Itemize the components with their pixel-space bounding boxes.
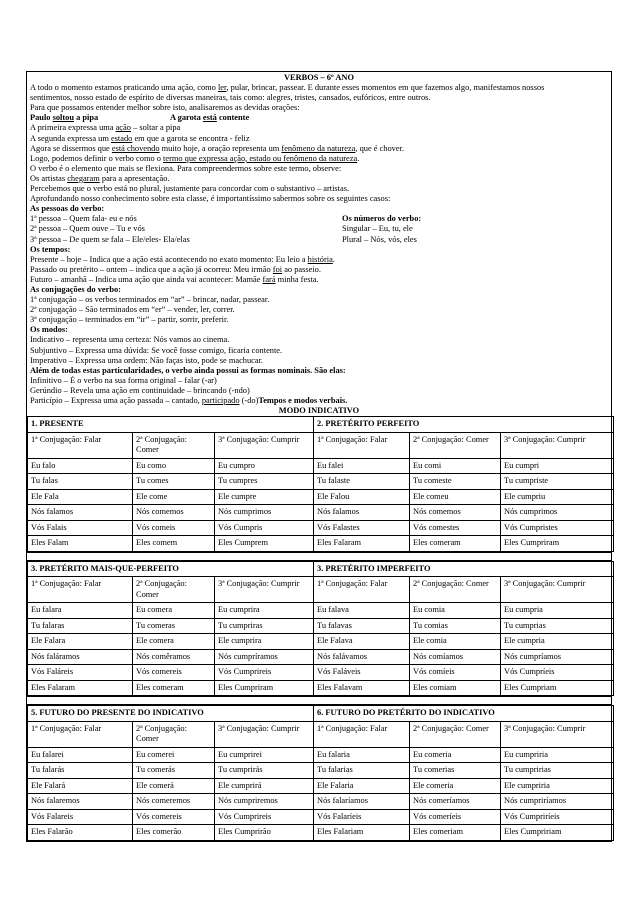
table-row (28, 778, 614, 794)
table-cell: Tu cumpririas (501, 763, 614, 779)
table-header: 3ª Conjugação: Cumprir (501, 432, 614, 458)
table-cell: Eu falara (28, 603, 133, 619)
table-cell: Nós comeremos (133, 794, 215, 810)
table-cell: Eu cumpria (501, 603, 614, 619)
intro-line: Agora se dissermos que está chovendo muito hoje, a oração representa um fenômeno da natureza, que é chover. (30, 143, 404, 153)
number-line: Plural – Nós, vós, eles (342, 234, 417, 244)
intro-line: A segunda expressa um estado em que a garota se encontra - feliz (30, 133, 250, 143)
table-row (28, 603, 614, 619)
table-cell: Eles Cumpriram (215, 680, 314, 696)
table-cell: Tu cumprias (501, 618, 614, 634)
table-cell: Vós comestes (410, 520, 501, 536)
table-cell: Vós Cumprireis (215, 809, 314, 825)
table-header: 1ª Conjugação: Falar (28, 432, 133, 458)
table-cell: Eles Cumpriram (501, 536, 614, 552)
table-header: 2ª Conjugação: Comer (133, 721, 215, 747)
table-cell: Nós comemos (410, 505, 501, 521)
table-cell: Eles Falavam (314, 680, 410, 696)
table-cell: Vós comeis (133, 520, 215, 536)
table-cell: Ele cumprira (215, 634, 314, 650)
table-cell: Ele cumpria (501, 634, 614, 650)
table-title-row (28, 706, 614, 722)
table-cell: Ele cumpriria (501, 778, 614, 794)
table-cell: Ele comerá (133, 778, 215, 794)
tense-line: Passado ou pretérito – ontem – indica que a ação já ocorreu: Meu irmão foi ao passeio. (30, 264, 321, 274)
table-cell: Ele come (133, 489, 215, 505)
table-cell: Tu falas (28, 474, 133, 490)
table-cell: Eles Cumpririam (501, 825, 614, 841)
table-cell: Eu como (133, 458, 215, 474)
table-cell: Eu falaria (314, 747, 410, 763)
table-cell: Tu falarias (314, 763, 410, 779)
section-heading: Os tempos: (30, 244, 71, 254)
table-cell: Ele Falava (314, 634, 410, 650)
section-heading: Além de todas estas particularidades, o verbo ainda possui as formas nominais. São elas: (30, 365, 346, 375)
intro-line: Percebemos que o verbo está no plural, justamente para concordar com o substantivo – artistas. (30, 184, 350, 194)
table-cell: Eles Falariam (314, 825, 410, 841)
form-line: Particípio – Expressa uma ação passada – cantado, participado (-do)Tempos e modos verbais. (30, 396, 348, 405)
table-cell: Ele cumprirá (215, 778, 314, 794)
table-cell: Nós faláramos (28, 649, 133, 665)
table-cell: Eles comeram (133, 680, 215, 696)
section-heading: Os números do verbo: (342, 214, 422, 224)
table-cell: Tu cumpriste (501, 474, 614, 490)
table-cell: Eles comem (133, 536, 215, 552)
conjugation-table (27, 561, 611, 697)
table-cell: Eles Cumpriam (501, 680, 614, 696)
table-cell: Ele Fala (28, 489, 133, 505)
table-cell: Vós Cumpristes (501, 520, 614, 536)
table-header: 3ª Conjugação: Cumprir (501, 577, 614, 603)
table-header: 2ª Conjugação: Comer (410, 721, 501, 747)
table-cell: Vós comereis (133, 809, 215, 825)
table-row (28, 474, 614, 490)
table-title: 6. FUTURO DO PRETÉRITO DO INDICATIVO (314, 706, 614, 722)
table-title: 5. FUTURO DO PRESENTE DO INDICATIVO (28, 706, 314, 722)
table-cell: Vós comíeis (410, 665, 501, 681)
table-cell: Tu cumpriras (215, 618, 314, 634)
table-cell: Vós comereis (133, 665, 215, 681)
table-cell: Nós falaremos (28, 794, 133, 810)
table-header: 3ª Conjugação: Cumprir (215, 432, 314, 458)
table-cell: Nós comíamos (410, 649, 501, 665)
table-cell: Tu falaste (314, 474, 410, 490)
table-cell: Eu cumpriria (501, 747, 614, 763)
table-cell: Nós cumpríramos (215, 649, 314, 665)
table-cell: Vós Falareis (28, 809, 133, 825)
table-cell: Eu cumpri (501, 458, 614, 474)
table-header: 2ª Conjugação: Comer (410, 432, 501, 458)
table-cell: Vós Falastes (314, 520, 410, 536)
table-row (28, 520, 614, 536)
table-cell: Eu comeria (410, 747, 501, 763)
table-header-row (28, 721, 614, 747)
table-cell: Vós Falaríeis (314, 809, 410, 825)
table-row (28, 825, 614, 841)
intro-line: Aprofundando nosso conhecimento sobre esta classe, é importantíssimo sabermos sobre os seguintes casos: (30, 194, 391, 204)
table-row (28, 458, 614, 474)
table-header: 3ª Conjugação: Cumprir (215, 721, 314, 747)
mode-line: Subjuntivo – Expressa uma dúvida: Se você fosse comigo, ficaria contente. (30, 345, 283, 355)
table-cell: Vós Faláveis (314, 665, 410, 681)
table-cell: Nós cumpríamos (501, 649, 614, 665)
persons-numbers (30, 204, 608, 244)
intro-line: O verbo é o elemento que mais se flexiona. Para compreendermos sobre este termo, observe: (30, 163, 342, 173)
table-cell: Tu cumpres (215, 474, 314, 490)
table-cell: Vós Faláreis (28, 665, 133, 681)
mode-line: Indicativo – representa uma certeza: Nós vamos ao cinema. (30, 335, 230, 345)
table-cell: Nós cumpriremos (215, 794, 314, 810)
table-header: 1ª Conjugação: Falar (314, 577, 410, 603)
table-row (28, 536, 614, 552)
table-gap (27, 696, 611, 705)
table-body (28, 603, 614, 696)
table-cell: Eu comia (410, 603, 501, 619)
table-body (28, 458, 614, 551)
table-cell: Eles comerão (133, 825, 215, 841)
table-cell: Tu falarás (28, 763, 133, 779)
conjugation-line: 1ª conjugação – os verbos terminados em “ar” – brincar, nadar, passear. (30, 295, 270, 305)
person-line: 3ª pessoa – De quem se fala – Ele/eles- Ela/elas (30, 234, 190, 244)
table-cell: Eu comi (410, 458, 501, 474)
table-header: 3ª Conjugação: Cumprir (215, 577, 314, 603)
table-cell: Tu cumprirás (215, 763, 314, 779)
table-cell: Tu comes (133, 474, 215, 490)
conjugation-line: 3ª conjugação – terminados em “ir” – partir, sorrir, preferir. (30, 315, 229, 325)
person-line: 1ª pessoa – Quem fala- eu e nós (30, 214, 137, 224)
table-cell: Vós Falais (28, 520, 133, 536)
table-row (28, 794, 614, 810)
table-cell: Ele Falou (314, 489, 410, 505)
table-cell: Ele cumpriu (501, 489, 614, 505)
table-cell: Nós cumpriríamos (501, 794, 614, 810)
table-cell: Nós comeríamos (410, 794, 501, 810)
table-cell: Ele cumpre (215, 489, 314, 505)
table-cell: Ele Falaria (314, 778, 410, 794)
table-cell: Vós Cumpriríeis (501, 809, 614, 825)
table-row (28, 763, 614, 779)
table-cell: Nós falaríamos (314, 794, 410, 810)
table-cell: Eu comerei (133, 747, 215, 763)
table-header: 1ª Conjugação: Falar (28, 721, 133, 747)
person-line: 2ª pessoa – Quem ouve – Tu e vós (30, 224, 145, 234)
table-cell: Tu comeras (133, 618, 215, 634)
table-cell: Ele comeria (410, 778, 501, 794)
tense-line: Presente – hoje – Indica que a ação está acontecendo no exato momento: Eu leio a história. (30, 254, 335, 264)
table-row (28, 505, 614, 521)
table-cell: Eles comiam (410, 680, 501, 696)
conjugation-table (27, 705, 611, 841)
intro-line: Para que possamos entender melhor sobre isto, analisaremos as devidas orações: (30, 103, 300, 113)
table-row (28, 665, 614, 681)
table-title-row (28, 417, 614, 433)
table-cell: Vós Cumpris (215, 520, 314, 536)
table-cell: Eles Cumprirão (215, 825, 314, 841)
table-row (28, 747, 614, 763)
table-cell: Eles comeram (410, 536, 501, 552)
table-header: 2ª Conjugação: Comer (133, 577, 215, 603)
table-header: 1ª Conjugação: Falar (28, 577, 133, 603)
table-cell: Nós comêramos (133, 649, 215, 665)
table-row (28, 634, 614, 650)
table-title-row (28, 561, 614, 577)
section-heading: As pessoas do verbo: (30, 204, 105, 214)
tense-line: Futuro – amanhã – Indica uma ação que ainda vai acontecer: Mamãe fará minha festa. (30, 274, 319, 284)
table-cell: Eles Falam (28, 536, 133, 552)
intro-line: A todo o momento estamos praticando uma ação, como ler, pular, brincar, passear. E durante esses momentos em que fazemos algo, manifestamos nossos (30, 83, 545, 93)
section-heading: Os modos: (30, 325, 68, 335)
table-header: 1ª Conjugação: Falar (314, 721, 410, 747)
table-cell: Tu comerás (133, 763, 215, 779)
table-cell: Vós Cumprireis (215, 665, 314, 681)
table-header-row (28, 432, 614, 458)
table-cell: Eu falo (28, 458, 133, 474)
table-cell: Eles Falaram (314, 536, 410, 552)
section-heading: As conjugações do verbo: (30, 284, 121, 294)
form-line: Gerúndio – Revela uma ação em continuidade – brincando (-ndo) (30, 385, 250, 395)
table-gap (27, 552, 611, 561)
table-header: 1ª Conjugação: Falar (314, 432, 410, 458)
table-cell: Nós comemos (133, 505, 215, 521)
table-cell: Nós cumprimos (215, 505, 314, 521)
table-header-row (28, 577, 614, 603)
intro-line: sentimentos, nosso estado de espírito de diversas maneiras, tais como: alegres, tristes, cansados, eufóricos, entre outros. (30, 93, 431, 103)
table-cell: Nós cumprimos (501, 505, 614, 521)
form-line: Infinitivo – É o verbo na sua forma original – falar (-ar) (30, 375, 217, 385)
table-cell: Vós Cumpríeis (501, 665, 614, 681)
conjugation-table (27, 416, 611, 552)
table-cell: Eu cumprirei (215, 747, 314, 763)
table-title: 3. PRETÉRITO IMPERFEITO (314, 561, 614, 577)
table-row (28, 809, 614, 825)
table-cell: Ele comia (410, 634, 501, 650)
table-cell: Vós comeríeis (410, 809, 501, 825)
table-title: 2. PRETÉRITO PERFEITO (314, 417, 614, 433)
table-title: 1. PRESENTE (28, 417, 314, 433)
page-title: VERBOS – 6º ANO (283, 73, 354, 82)
table-cell: Nós falamos (314, 505, 410, 521)
table-header: 2ª Conjugação: Comer (133, 432, 215, 458)
table-cell: Tu comias (410, 618, 501, 634)
example-sentences: Paulo soltou a pipa A garota está contente (30, 113, 250, 123)
table-row (28, 618, 614, 634)
table-header: 3ª Conjugação: Cumprir (501, 721, 614, 747)
table-cell: Ele comera (133, 634, 215, 650)
table-cell: Eles Cumprem (215, 536, 314, 552)
table-cell: Eu comera (133, 603, 215, 619)
intro-section (27, 72, 611, 416)
table-body (28, 747, 614, 840)
table-cell: Eu falei (314, 458, 410, 474)
table-row (28, 649, 614, 665)
table-cell: Tu comeste (410, 474, 501, 490)
intro-line: Logo, podemos definir o verbo como o termo que expressa ação, estado ou fenômeno da natureza. (30, 153, 360, 163)
table-cell: Tu falaras (28, 618, 133, 634)
conjugation-line: 2ª conjugação – São terminados em “er” – vender, ler, correr. (30, 305, 235, 315)
number-line: Singular – Eu, tu, ele (342, 224, 413, 234)
table-cell: Nós falávamos (314, 649, 410, 665)
table-row (28, 680, 614, 696)
table-header: 2ª Conjugação: Comer (410, 577, 501, 603)
intro-line: A primeira expressa uma ação – soltar a pipa (30, 123, 181, 133)
table-cell: Ele Falara (28, 634, 133, 650)
mode-line: Imperativo – Expressa uma ordem: Não faças isto, pode se machucar. (30, 355, 264, 365)
table-row (28, 489, 614, 505)
table-cell: Eu cumpro (215, 458, 314, 474)
table-cell: Eu cumprira (215, 603, 314, 619)
table-cell: Eles Falarão (28, 825, 133, 841)
table-cell: Tu comerias (410, 763, 501, 779)
intro-line: Os artistas chegaram para a apresentação. (30, 173, 170, 183)
table-cell: Tu falavas (314, 618, 410, 634)
table-cell: Eu falarei (28, 747, 133, 763)
table-cell: Ele comeu (410, 489, 501, 505)
document-page (26, 71, 612, 842)
mode-indicative-title: MODO INDICATIVO (278, 406, 360, 416)
table-cell: Eu falava (314, 603, 410, 619)
table-cell: Eles comeriam (410, 825, 501, 841)
table-cell: Nós falamos (28, 505, 133, 521)
table-cell: Eles Falaram (28, 680, 133, 696)
table-cell: Ele Falará (28, 778, 133, 794)
table-title: 3. PRETÉRITO MAIS-QUE-PERFEITO (28, 561, 314, 577)
